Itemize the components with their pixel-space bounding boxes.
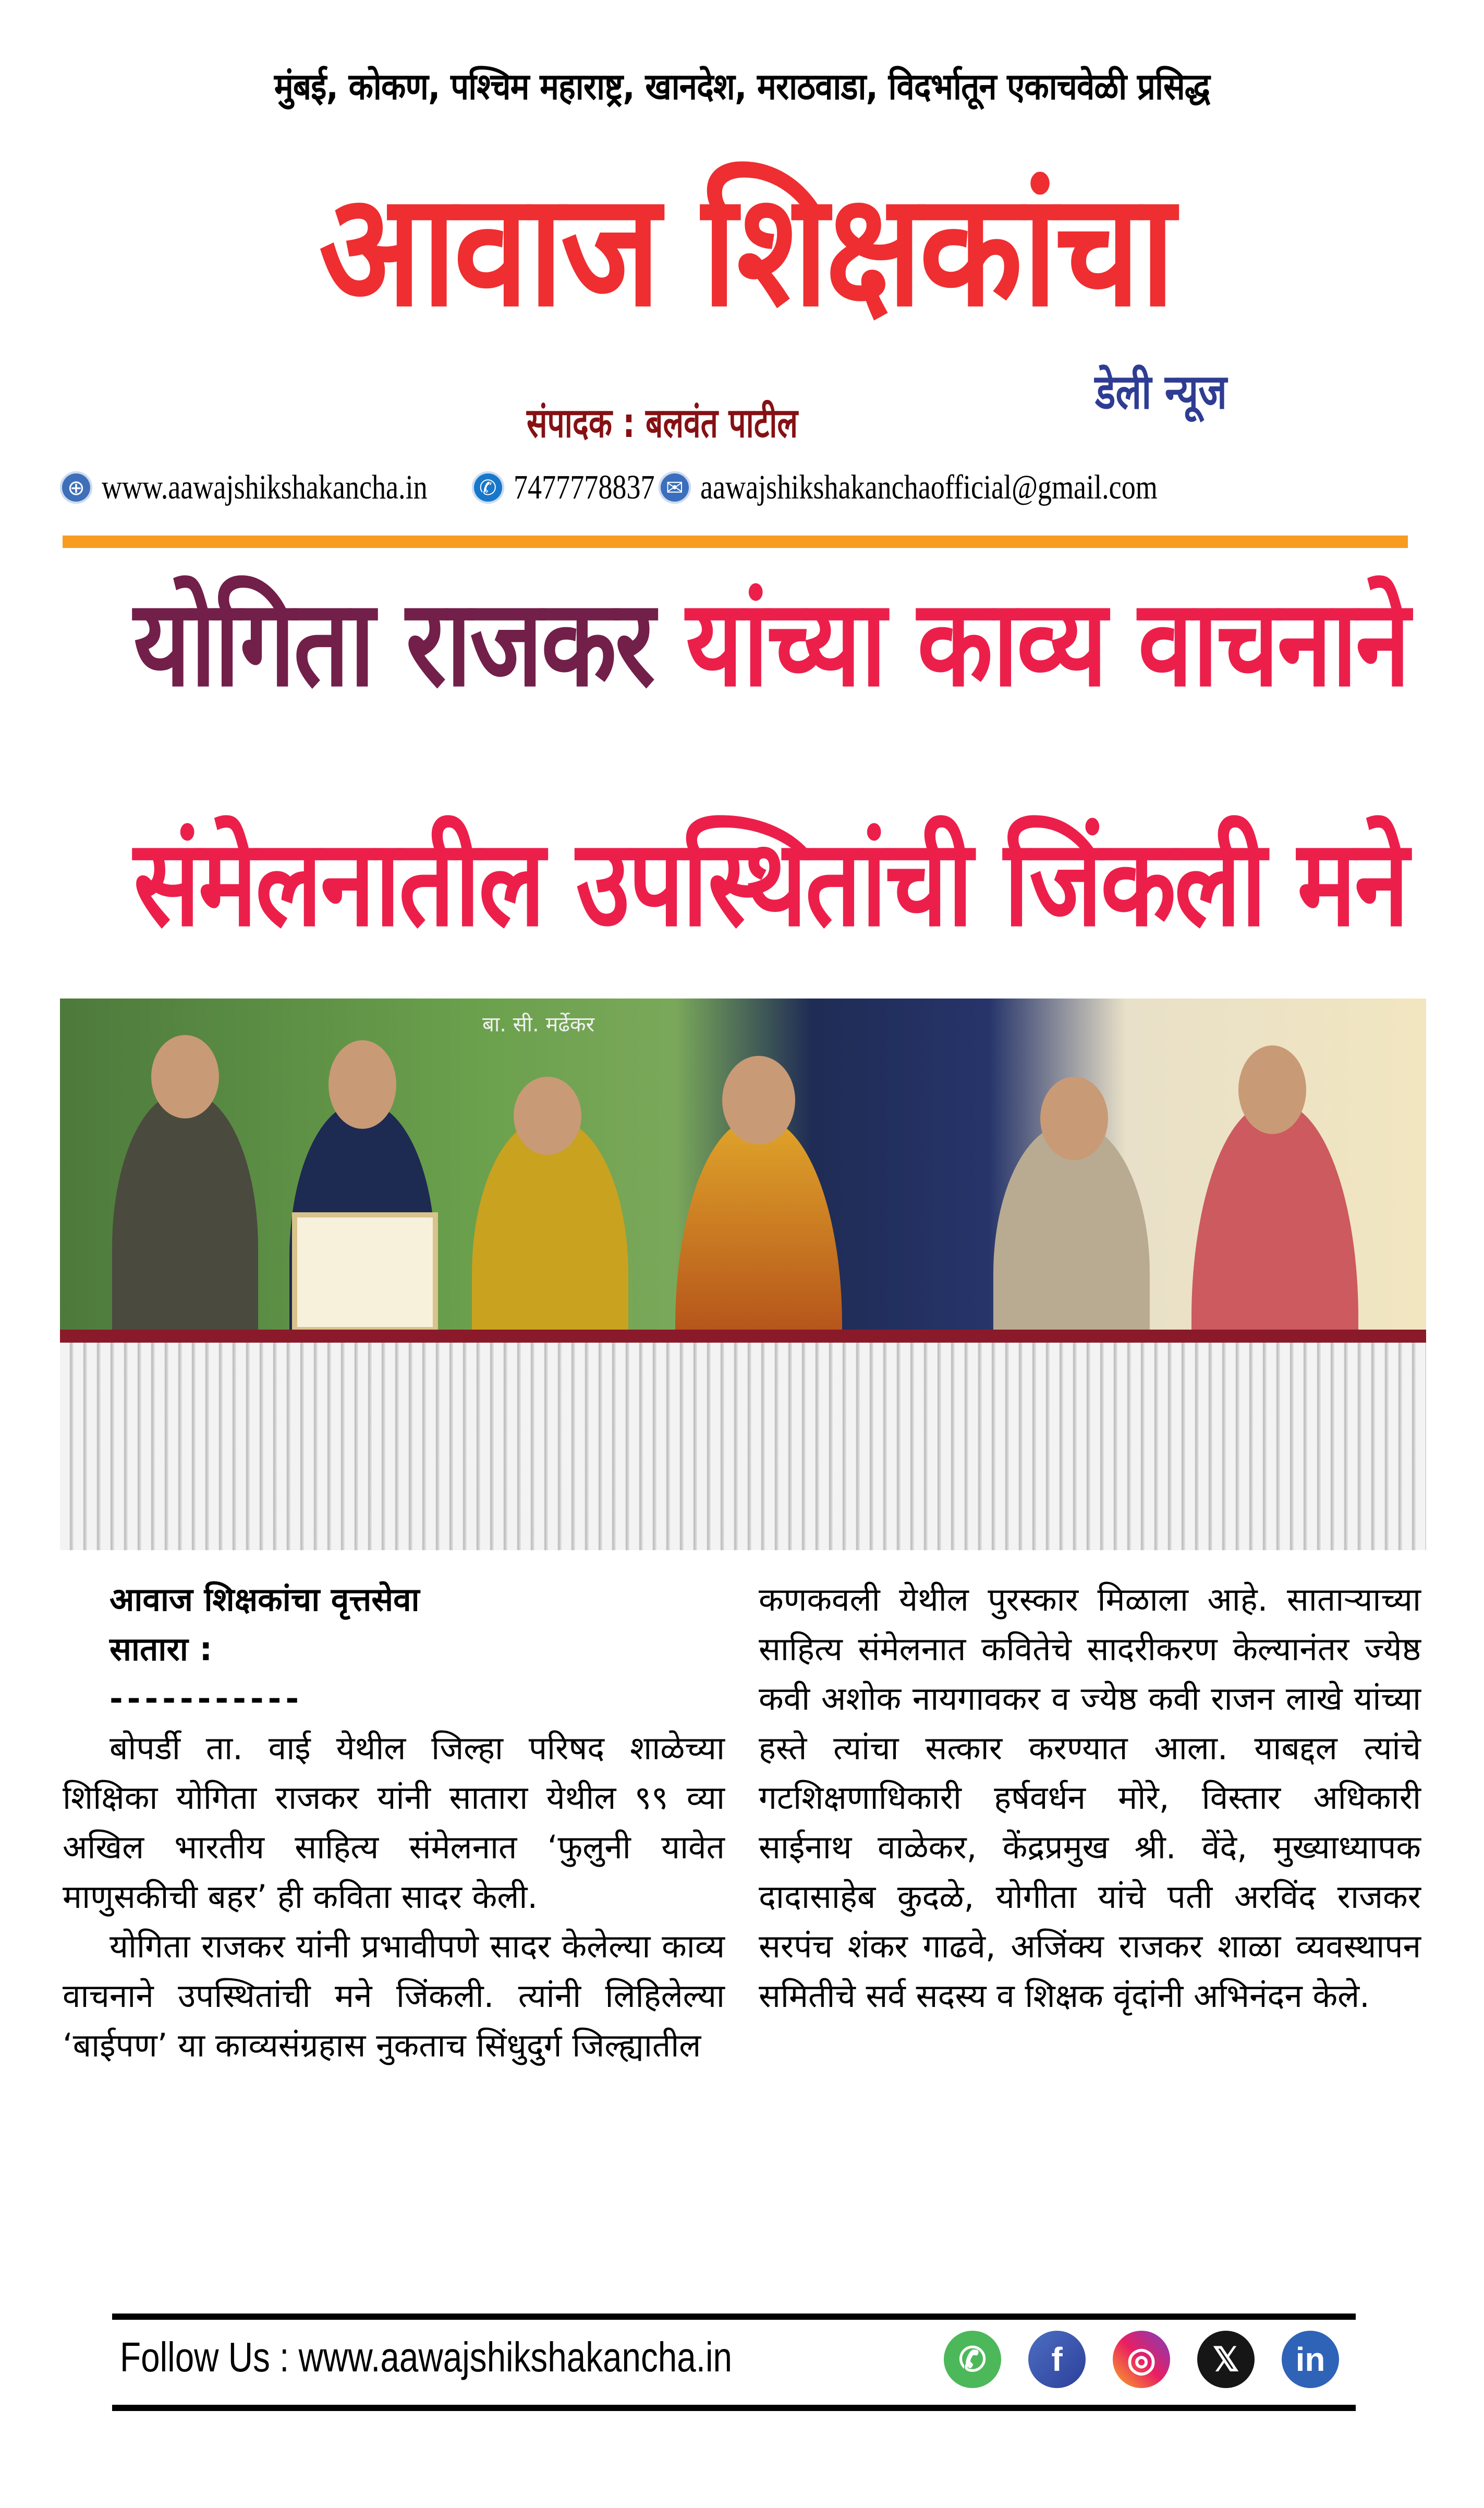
phone-number[interactable]: 7477778837 <box>513 468 655 506</box>
masthead-title: आवाज शिक्षकांचा <box>319 159 1173 341</box>
headline-name: योगिता राजकर <box>133 574 654 713</box>
article-paragraph: बोपर्डी ता. वाई येथील जिल्हा परिषद शाळेच्या शिक्षिका योगिता राजकर यांनी सातारा येथील ९९ व्या अखिल भारतीय साहित्य संमेलनात ‘फुलुनी यावेत माणुसकीची बहर’ ही कविता सादर केली. <box>63 1729 725 1916</box>
certificate <box>292 1212 438 1332</box>
facebook-icon[interactable]: f <box>1028 2331 1086 2388</box>
event-photo <box>60 999 1426 1550</box>
headline-rest: यांच्या काव्य वाचनाने <box>686 574 1409 713</box>
website-link[interactable]: www.aawajshikshakancha.in <box>102 468 428 506</box>
person-5-head <box>1040 1077 1108 1160</box>
headline-line-2: संमेलनातील उपस्थितांची जिंकली मने <box>133 814 1407 953</box>
linkedin-icon[interactable]: in <box>1282 2331 1339 2388</box>
phone-icon: ✆ <box>472 471 504 504</box>
daily-news-label: डेली न्यूज <box>1095 364 1227 420</box>
article-paragraph: कणकवली येथील पुरस्कार मिळाला आहे. साताऱ्याच्या साहित्य संमेलनात कवितेचे सादरीकरण केल्यानंतर ज्येष्ठ कवी अशोक नायगावकर व ज्येष्ठ कवी राजन लाखे यांच्या हस्ते त्यांचा सत्कार करण्यात आला. याबद्दल त्यांचे गटशिक्षणाधिकारी हर्षवर्धन मोरे, विस्तार अधिकारी साईनाथ वाळेकर, केंद्रप्रमुख श्री. वेंदे, मुख्याध्यापक दादासाहेब कुदळे, योगीता यांचे पती अरविंद राजकर सरपंच शंकर गाढवे, अजिंक्य राजकर शाळा व्यवस्थापन समितीचे सर्व सदस्य व शिक्षक वृंदांनी अभिनंदन केले. <box>759 1580 1421 2015</box>
footer-divider-top <box>112 2314 1356 2320</box>
person-6-head <box>1238 1045 1306 1134</box>
headline-line-1 <box>133 574 1409 713</box>
whatsapp-icon[interactable]: ✆ <box>944 2331 1001 2388</box>
stage-table-skirt <box>60 1343 1426 1550</box>
follow-us-link[interactable]: Follow Us : www.aawajshikshakancha.in <box>120 2334 733 2380</box>
email-link[interactable]: aawajshikshakanchaofficial@gmail.com <box>700 468 1158 506</box>
photo-banner-text: बा. सी. मर्ढेकर <box>482 1013 594 1037</box>
article-column-left <box>63 1575 725 2070</box>
person-2-head <box>329 1040 396 1129</box>
article-separator: ----------- <box>110 1679 303 1718</box>
person-3-head <box>514 1077 581 1155</box>
editor-line: संपादक : बलवंत पाटील <box>527 400 798 447</box>
coverage-tagline: मुंबई, कोकण, पश्चिम महाराष्ट्र, खानदेश, मराठवाडा, विदर्भातून एकाचवेळी प्रसिद्ध <box>274 65 1210 108</box>
person-1-head <box>151 1035 219 1118</box>
x-twitter-icon[interactable]: 𝕏 <box>1197 2331 1255 2388</box>
footer-divider-bottom <box>112 2405 1356 2411</box>
article-paragraph: योगिता राजकर यांनी प्रभावीपणे सादर केलेल्या काव्य वाचनाने उपस्थितांची मने जिंकली. त्यांनी लिहिलेल्या ‘बाईपण’ या काव्यसंग्रहास नुकताच सिंधुदुर्ग जिल्ह्यातील <box>63 1927 725 2064</box>
person-4-head <box>722 1056 795 1145</box>
contact-bar <box>60 459 1221 516</box>
mail-icon: ✉ <box>659 471 691 504</box>
social-icons <box>944 2331 1339 2388</box>
article-dateline: सातारा : <box>110 1630 213 1668</box>
globe-icon: ⊕ <box>60 471 92 504</box>
header-separator <box>63 535 1408 548</box>
article-column-right <box>759 1575 1421 2020</box>
article-byline: आवाज शिक्षकांचा वृत्तसेवा <box>110 1580 420 1618</box>
instagram-icon[interactable]: ◎ <box>1113 2331 1170 2388</box>
